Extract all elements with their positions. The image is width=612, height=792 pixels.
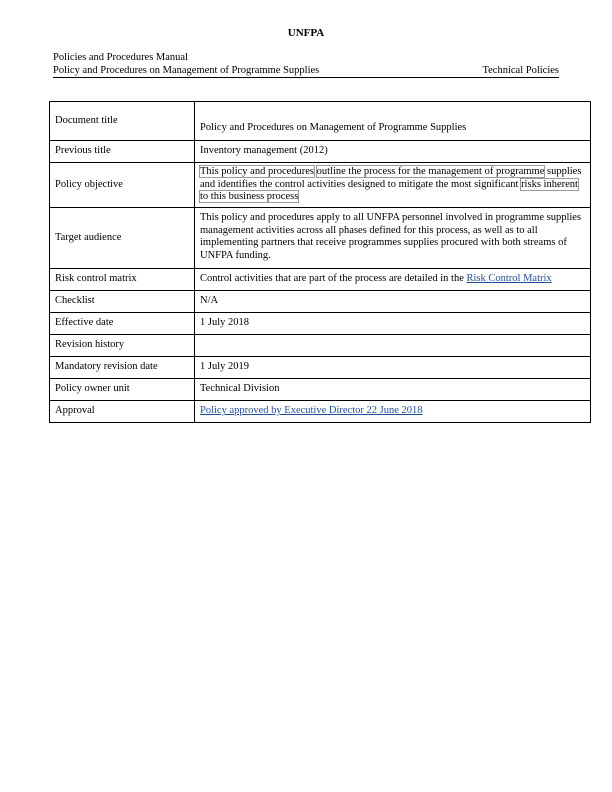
objective-text-4: risks inherent to this business process	[200, 178, 578, 203]
manual-title: Policies and Procedures Manual	[53, 52, 189, 63]
row-value-risk-control-matrix	[195, 269, 591, 291]
table-row	[50, 291, 591, 313]
table-row	[50, 141, 591, 163]
row-value-policy-owner-unit: Technical Division	[195, 379, 591, 401]
row-label-approval: Approval	[50, 401, 195, 423]
objective-text-3: supplies and identifies the control activities designed to mitigate the most significant	[200, 166, 582, 190]
header-row	[53, 64, 559, 77]
policy-title: Policy and Procedures on Management of Programme Supplies	[53, 65, 320, 76]
row-value-policy-objective	[195, 163, 591, 208]
policy-category: Technical Policies	[482, 65, 559, 76]
row-value-effective-date: 1 July 2018	[195, 313, 591, 335]
row-label-policy-objective: Policy objective	[50, 163, 195, 208]
row-value-revision-history	[195, 335, 591, 357]
table-row	[50, 269, 591, 291]
header-divider	[53, 77, 559, 78]
row-label-effective-date: Effective date	[50, 313, 195, 335]
row-label-document-title: Document title	[50, 102, 195, 141]
table-row	[50, 357, 591, 379]
table-row	[50, 208, 591, 269]
risk-control-text: Control activities that are part of the process are detailed in the	[200, 273, 467, 285]
row-value-checklist: N/A	[195, 291, 591, 313]
table-row	[50, 313, 591, 335]
table-row	[50, 163, 591, 208]
row-label-target-audience: Target audience	[50, 208, 195, 269]
row-label-revision-history: Revision history	[50, 335, 195, 357]
objective-text-2: outline the process for the management of programme	[316, 166, 545, 178]
table-row	[50, 102, 591, 141]
row-label-mandatory-revision-date: Mandatory revision date	[50, 357, 195, 379]
row-value-target-audience: This policy and procedures apply to all UNFPA personnel involved in programme supplies management activities across all phases defined for this process, as well as to all implementing partners that receive programmes supplies procured with both streams of UNFPA funding.	[195, 208, 591, 269]
policy-info-table	[49, 101, 591, 423]
row-value-previous-title: Inventory management (2012)	[195, 141, 591, 163]
table-row	[50, 401, 591, 423]
row-label-risk-control-matrix: Risk control matrix	[50, 269, 195, 291]
approval-link[interactable]: Policy approved by Executive Director 22 June 2018	[200, 405, 423, 417]
risk-control-matrix-link[interactable]: Risk Control Matrix	[466, 273, 552, 285]
table-row	[50, 335, 591, 357]
row-value-document-title: Policy and Procedures on Management of Programme Supplies	[195, 102, 591, 141]
table-row	[50, 379, 591, 401]
row-label-checklist: Checklist	[50, 291, 195, 313]
row-label-policy-owner-unit: Policy owner unit	[50, 379, 195, 401]
row-value-approval	[195, 401, 591, 423]
objective-text-1: This policy and procedures	[200, 166, 315, 178]
row-label-previous-title: Previous title	[50, 141, 195, 163]
organization-title: UNFPA	[287, 27, 325, 39]
row-value-mandatory-revision-date: 1 July 2019	[195, 357, 591, 379]
page-header	[53, 51, 559, 77]
